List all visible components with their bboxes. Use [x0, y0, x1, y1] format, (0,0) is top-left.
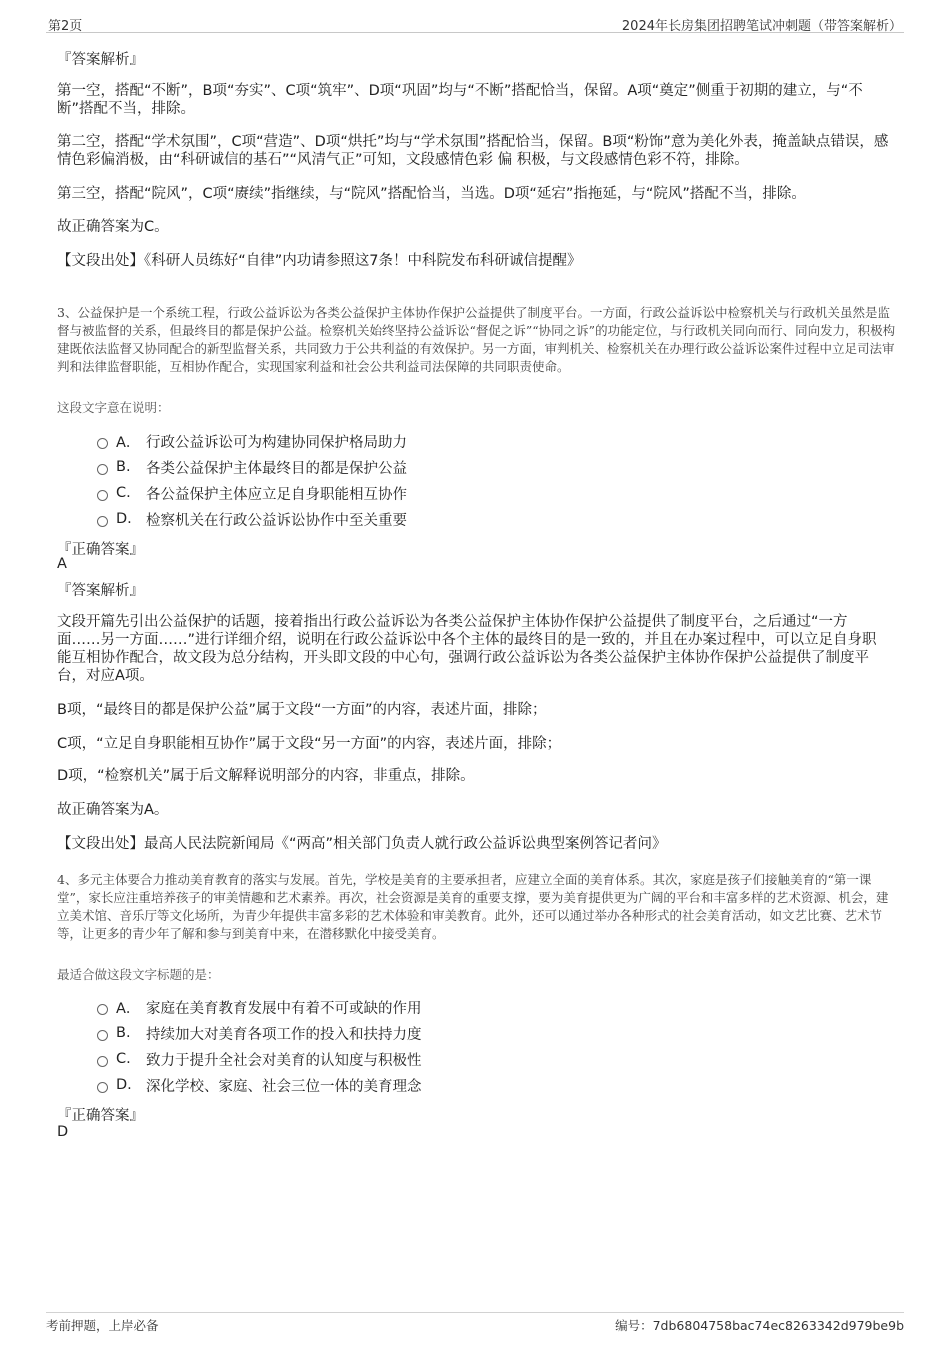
- radio-icon[interactable]: [97, 438, 108, 449]
- page-number: 第2页: [48, 19, 83, 34]
- q3-analysis-label: 『答案解析』: [57, 583, 144, 599]
- option-text: 致力于提升全社会对美育的认知度与积极性: [146, 1052, 422, 1069]
- q3-source: 【文段出处】最高人民法院新闻局《“两高”相关部门负责人就行政公益诉讼典型案例答记者问》: [57, 836, 667, 852]
- option-letter: D.: [116, 1077, 132, 1093]
- option-letter: C.: [116, 485, 131, 501]
- q4-answer-label: 『正确答案』: [57, 1108, 144, 1124]
- q3-analysis-para-3: C项，“立足自身职能相互协作”属于文段“另一方面”的内容，表述片面，排除；: [57, 736, 562, 752]
- option-letter: C.: [116, 1051, 131, 1067]
- option-letter: B.: [116, 1025, 131, 1041]
- q4-option-d[interactable]: [97, 1076, 422, 1094]
- q3-analysis-para-2: B项，“最终目的都是保护公益”属于文段“一方面”的内容，表述片面，排除；: [57, 702, 547, 718]
- option-text: 各类公益保护主体最终目的都是保护公益: [146, 460, 407, 477]
- document-id: 编号：7db6804758bac74ec8263342d979be9b: [615, 1318, 904, 1333]
- q3-option-c[interactable]: [97, 484, 407, 502]
- q3-answer: A: [57, 556, 67, 572]
- radio-icon[interactable]: [97, 1030, 108, 1041]
- option-text: 检察机关在行政公益诉讼协作中至关重要: [146, 512, 407, 529]
- option-letter: D.: [116, 511, 132, 527]
- radio-icon[interactable]: [97, 1056, 108, 1067]
- option-text: 行政公益诉讼可为构建协同保护格局助力: [146, 434, 407, 451]
- q2-conclusion: 故正确答案为C。: [57, 219, 169, 235]
- radio-icon[interactable]: [97, 490, 108, 501]
- option-letter: A．: [116, 434, 141, 451]
- q3-passage: 3、公益保护是一个系统工程，行政公益诉讼为各类公益保护主体协作保护公益提供了制度平台。一方面，行政公益诉讼中检察机关与行政机关虽然是监督与被监督的关系，但最终目的都是保护公益。检察机关始终坚持公益诉讼“督促之诉”“协同之诉”的功能定位，与行政机关同向而行、同向发力，积极构建既依法监督又协同配合的新型监督关系，共同致力于公共利益的有效保护。另一方面，审判机关、检察机关在办理行政公益诉讼案件过程中立足司法审判和法律监督职能，互相协作配合，实现国家利益和社会公共利益司法保障的共同职责使命。: [57, 305, 896, 374]
- page-footer: [46, 1312, 904, 1333]
- q2-analysis-para-3: 第三空，搭配“院风”，C项“赓续”指继续，与“院风”搭配恰当，当选。D项“延宕”指拖延，与“院风”搭配不当，排除。: [57, 186, 806, 202]
- q3-analysis-para-1: 文段开篇先引出公益保护的话题，接着指出行政公益诉讼为各类公益保护主体协作保护公益提供了制度平台，之后通过“一方面……另一方面……”进行详细介绍，说明在行政公益诉讼中各个主体的最终目的是一致的，并且在办案过程中，可以立足自身职能互相协作配合，故文段为总分结构，开头即文段的中心句，强调行政公益诉讼为各类公益保护主体协作保护公益提供了制度平台，对应A项。: [57, 614, 877, 684]
- option-text: 深化学校、家庭、社会三位一体的美育理念: [146, 1078, 422, 1095]
- radio-icon[interactable]: [97, 1004, 108, 1015]
- q2-source: 【文段出处】《科研人员练好“自律”内功请参照这7条！中科院发布科研诚信提醒》: [57, 253, 582, 269]
- option-text: 家庭在美育教育发展中有着不可或缺的作用: [146, 1000, 422, 1017]
- q4-answer: D: [57, 1124, 69, 1140]
- q2-analysis-para-1: 第一空，搭配“不断”，B项“夯实”、C项“筑牢”、D项“巩固”均与“不断”搭配恰当，保留。A项“奠定”侧重于初期的建立，与“不断”搭配不当，排除。: [57, 83, 863, 117]
- option-text: 各公益保护主体应立足自身职能相互协作: [146, 486, 407, 503]
- radio-icon[interactable]: [97, 1082, 108, 1093]
- option-text: 持续加大对美育各项工作的投入和扶持力度: [146, 1026, 422, 1043]
- q4-option-a[interactable]: [97, 998, 422, 1016]
- q3-prompt: 这段文字意在说明：: [57, 400, 170, 415]
- q4-prompt: 最适合做这段文字标题的是：: [57, 967, 220, 982]
- radio-icon[interactable]: [97, 516, 108, 527]
- option-letter: A．: [116, 1000, 141, 1017]
- document-title: 2024年长房集团招聘笔试冲刺题（带答案解析）: [621, 19, 902, 34]
- q3-option-d[interactable]: [97, 510, 407, 528]
- q4-option-c[interactable]: [97, 1050, 422, 1068]
- q2-analysis-para-2: 第二空，搭配“学术氛围”，C项“营造”、D项“烘托”均与“学术氛围”搭配恰当，保留。B项“粉饰”意为美化外表，掩盖缺点错误，感情色彩偏消极，由“科研诚信的基石”“风清气正”可知，文段感情色彩 偏 积极，与文段感情色彩不符，排除。: [57, 134, 889, 168]
- q2-analysis-label: 『答案解析』: [57, 52, 144, 68]
- page-header: [46, 14, 904, 33]
- radio-icon[interactable]: [97, 464, 108, 475]
- footer-slogan: 考前押题，上岸必备: [46, 1318, 159, 1333]
- q3-option-a[interactable]: [97, 432, 407, 450]
- q3-analysis-para-4: D项，“检察机关”属于后文解释说明部分的内容，非重点，排除。: [57, 768, 475, 784]
- q4-passage: 4、多元主体要合力推动美育教育的落实与发展。首先，学校是美育的主要承担者，应建立全面的美育体系。其次，家庭是孩子们接触美育的“第一课堂”，家长应注重培养孩子的审美情趣和艺术素养。再次，社会资源是美育的重要支撑，要为美育提供更为广阔的平台和丰富多样的艺术资源、机会，建立美术馆、音乐厅等文化场所，为青少年提供丰富多彩的艺术体验和审美教育。此外，还可以通过举办各种形式的社会美育活动，如文艺比赛、艺术节等，让更多的青少年了解和参与到美育中来，在潜移默化中接受美育。: [57, 872, 889, 941]
- q3-conclusion: 故正确答案为A。: [57, 802, 169, 818]
- q3-option-b[interactable]: [97, 458, 407, 476]
- q4-option-b[interactable]: [97, 1024, 422, 1042]
- option-letter: B.: [116, 459, 131, 475]
- q3-answer-label: 『正确答案』: [57, 542, 144, 558]
